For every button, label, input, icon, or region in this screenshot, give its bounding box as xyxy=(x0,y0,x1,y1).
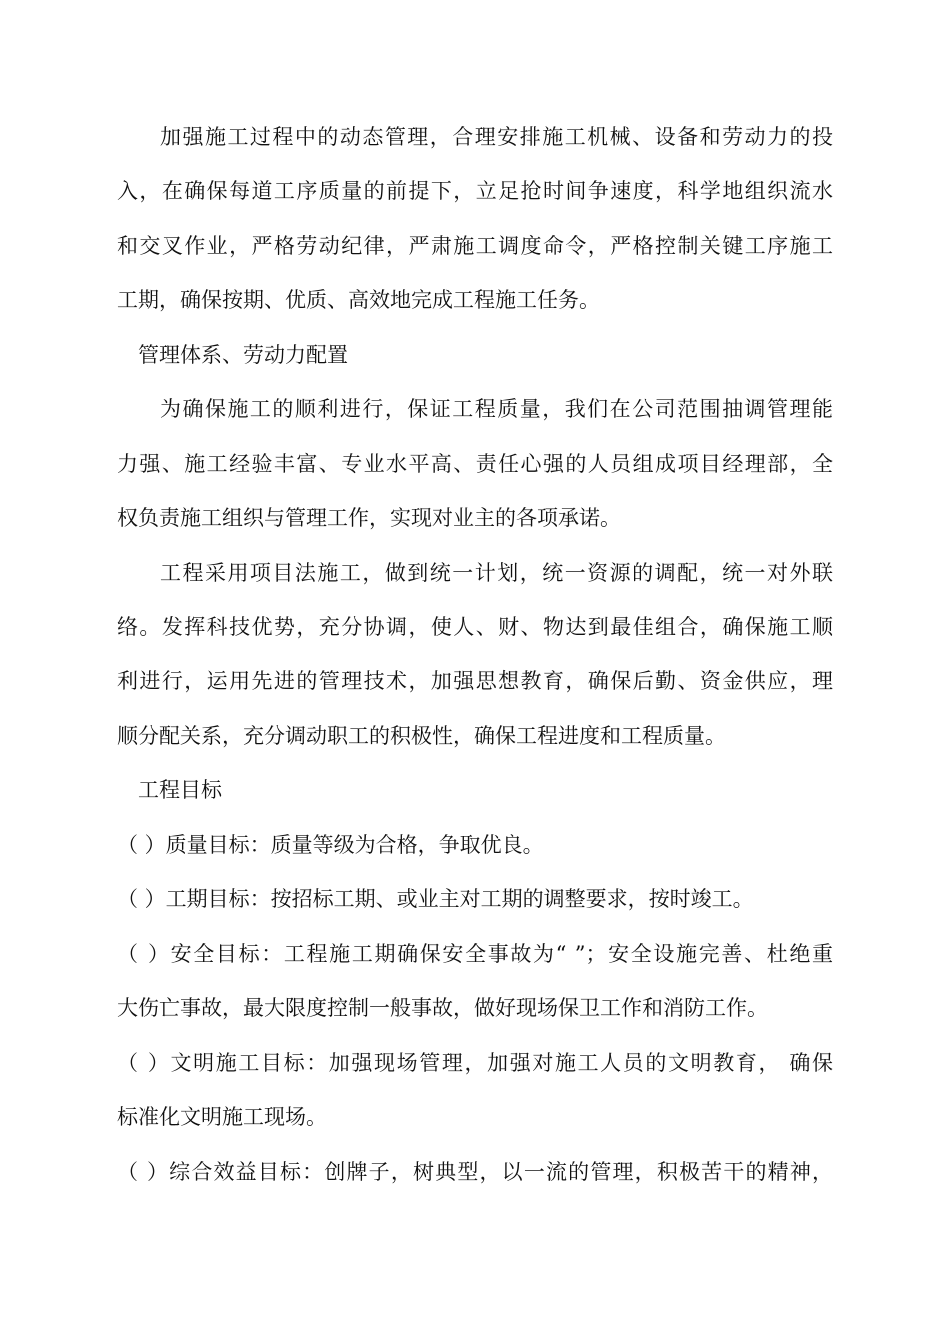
goal-benefit-line-1: （ ）综合效益目标：创牌子，树典型，以一流的管理，积极苦干的精神， xyxy=(117,1160,833,1184)
goal-schedule: （ ）工期目标：按招标工期、或业主对工期的调整要求，按时竣工。 xyxy=(117,887,754,911)
paragraph-3-line-2: 络。发挥科技优势，充分协调，使人、财、物达到最佳组合，确保施工顺 xyxy=(117,615,833,639)
paragraph-2-line-2: 力强、施工经验丰富、专业水平高、责任心强的人员组成项目经理部，全 xyxy=(117,452,833,476)
paragraph-1-line-4: 工期，确保按期、优质、高效地完成工程施工任务。 xyxy=(117,288,600,312)
paragraph-2-line-3: 权负责施工组织与管理工作，实现对业主的各项承诺。 xyxy=(117,506,621,530)
goal-civilized-line-1: （ ）文明施工目标：加强现场管理，加强对施工人员的文明教育， 确保 xyxy=(117,1051,833,1075)
paragraph-3-line-1: 工程采用项目法施工，做到统一计划，统一资源的调配，统一对外联 xyxy=(160,561,833,585)
goal-safety-line-1: （ ）安全目标：工程施工期确保安全事故为“ ”；安全设施完善、杜绝重 xyxy=(117,942,833,966)
paragraph-3-line-4: 顺分配关系，充分调动职工的积极性，确保工程进度和工程质量。 xyxy=(117,724,726,748)
paragraph-1-line-2: 入，在确保每道工序质量的前提下，立足抢时间争速度，科学地组织流水 xyxy=(117,179,833,203)
goal-civilized-line-2: 标准化文明施工现场。 xyxy=(117,1105,327,1129)
paragraph-2-line-1: 为确保施工的顺利进行，保证工程质量，我们在公司范围抽调管理能 xyxy=(160,397,833,421)
section-heading-goals: 工程目标 xyxy=(138,778,222,802)
goal-quality: （ ）质量目标：质量等级为合格，争取优良。 xyxy=(117,833,544,857)
section-heading-management: 管理体系、劳动力配置 xyxy=(138,343,348,367)
paragraph-1-line-3: 和交叉作业，严格劳动纪律，严肃施工调度命令，严格控制关键工序施工 xyxy=(117,234,833,258)
paragraph-3-line-3: 利进行，运用先进的管理技术，加强思想教育，确保后勤、资金供应，理 xyxy=(117,669,833,693)
paragraph-1-line-1: 加强施工过程中的动态管理，合理安排施工机械、设备和劳动力的投 xyxy=(160,125,833,149)
goal-safety-line-2: 大伤亡事故，最大限度控制一般事故，做好现场保卫工作和消防工作。 xyxy=(117,996,768,1020)
